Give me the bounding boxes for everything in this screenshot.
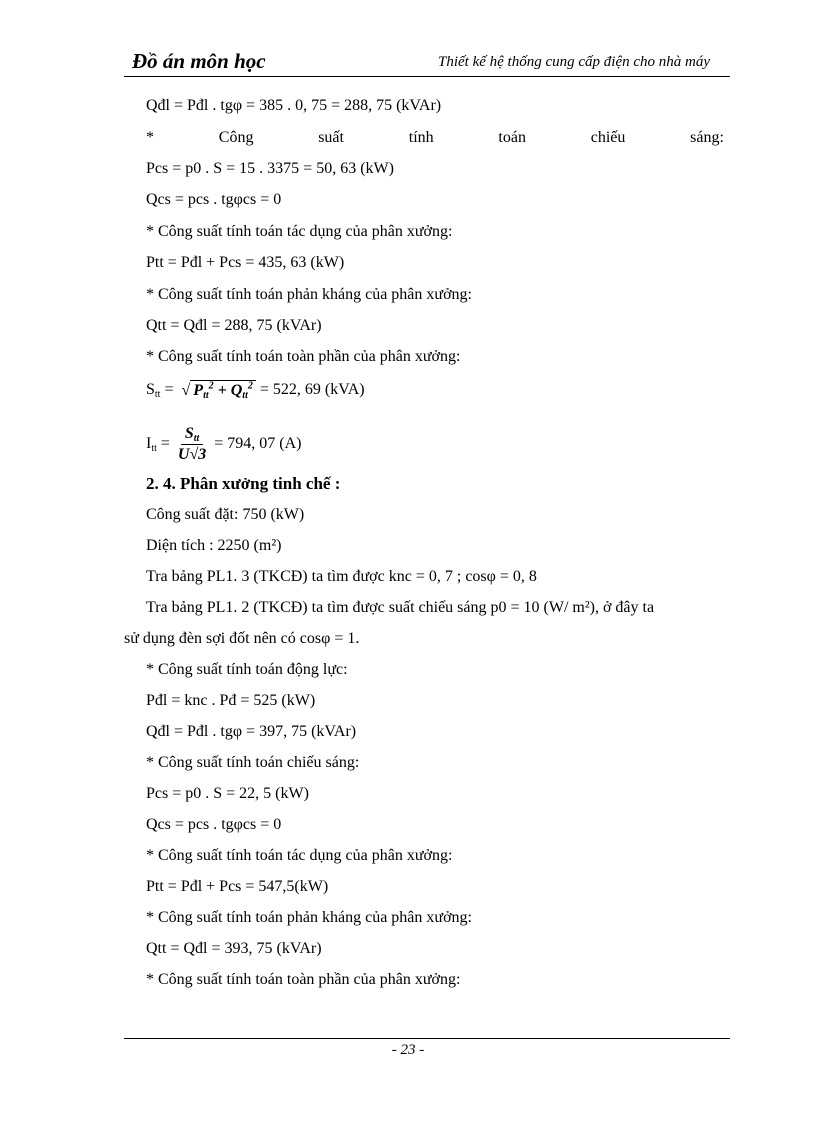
formula-p-tt: Ptt = Pđl + Pcs = 435, 63 (kW)	[146, 254, 345, 271]
word: toán	[498, 129, 526, 146]
i-tt-symbol: $I_{tt}$ =	[146, 435, 170, 455]
heading-dynamic-power: * Công suất tính toán động lực:	[146, 661, 348, 678]
table-lookup-lighting: Tra bảng PL1. 2 (TKCĐ) ta tìm được suất chiếu sáng p0 = 10 (W/ m²), ở đây ta	[146, 599, 655, 616]
heading-lighting-power-2: * Công suất tính toán chiếu sáng:	[146, 754, 360, 771]
formula-i-tt	[146, 424, 302, 465]
formula-q-tt-2: Qtt = Qđl = 393, 75 (kVAr)	[146, 940, 322, 957]
word: Công	[218, 129, 254, 146]
word: *	[146, 129, 154, 146]
heading-active-power: * Công suất tính toán tác dụng của phân xưởng:	[146, 223, 453, 240]
sqrt-expression: √ $P_{tt}^2 + Q_{tt}^2$	[182, 380, 256, 401]
word: suất	[318, 129, 344, 146]
formula-q-cs: Qcs = pcs . tgφcs = 0	[146, 191, 282, 208]
word: tính	[408, 129, 434, 146]
formula-s-tt	[146, 380, 365, 401]
formula-p-dl: Pđl = knc . Pđ = 525 (kW)	[146, 692, 316, 709]
formula-q-tt: Qtt = Qđl = 288, 75 (kVAr)	[146, 317, 322, 334]
word: sáng:	[690, 129, 724, 146]
heading-active-power-2: * Công suất tính toán tác dụng của phân xưởng:	[146, 847, 453, 864]
footer-rule	[124, 1038, 730, 1039]
table-lookup-knc: Tra bảng PL1. 3 (TKCĐ) ta tìm được knc = 0, 7 ; cosφ = 0, 8	[146, 568, 537, 585]
word: chiếu	[590, 129, 626, 146]
page-header	[124, 46, 730, 77]
heading-apparent-power: * Công suất tính toán toàn phần của phân xưởng:	[146, 348, 461, 365]
formula-p-tt-2: Ptt = Pđl + Pcs = 547,5(kW)	[146, 878, 329, 895]
s-tt-symbol: $S_{tt}$ =	[146, 381, 174, 401]
header-project-title: Thiết kế hệ thống cung cấp điện cho nhà máy	[437, 54, 710, 70]
page-number: - 23 -	[391, 1042, 425, 1058]
formula-q-dl-2: Qđl = Pđl . tgφ = 397, 75 (kVAr)	[146, 723, 357, 740]
i-tt-value: = 794, 07 (A)	[214, 435, 302, 453]
table-lookup-lighting-cont: sử dụng đèn sợi đốt nên có cosφ = 1.	[124, 630, 360, 647]
section-heading: 2. 4. Phân xưởng tinh chế :	[146, 474, 341, 493]
formula-p-cs: Pcs = p0 . S = 15 . 3375 = 50, 63 (kW)	[146, 160, 394, 177]
fraction-expression: $\frac{S_{tt}}{U√3}$	[177, 425, 207, 463]
heading-reactive-power: * Công suất tính toán phản kháng của phân xưởng:	[146, 286, 472, 303]
formula-p-cs-2: Pcs = p0 . S = 22, 5 (kW)	[146, 785, 309, 802]
heading-reactive-power-2: * Công suất tính toán phản kháng của phân xưởng:	[146, 909, 472, 926]
formula-q-cs-2: Qcs = pcs . tgφcs = 0	[146, 816, 282, 833]
header-course-title: Đồ án môn học	[132, 49, 266, 73]
heading-apparent-power-2: * Công suất tính toán toàn phần của phân xưởng:	[146, 971, 461, 988]
heading-lighting-power	[146, 128, 724, 148]
formula-q-dl: Qđl = Pđl . tgφ = 385 . 0, 75 = 288, 75 (kVAr)	[146, 97, 442, 114]
area: Diện tích : 2250 (m²)	[146, 537, 282, 554]
s-tt-value: = 522, 69 (kVA)	[259, 381, 365, 399]
installed-power: Công suất đặt: 750 (kW)	[146, 506, 305, 523]
